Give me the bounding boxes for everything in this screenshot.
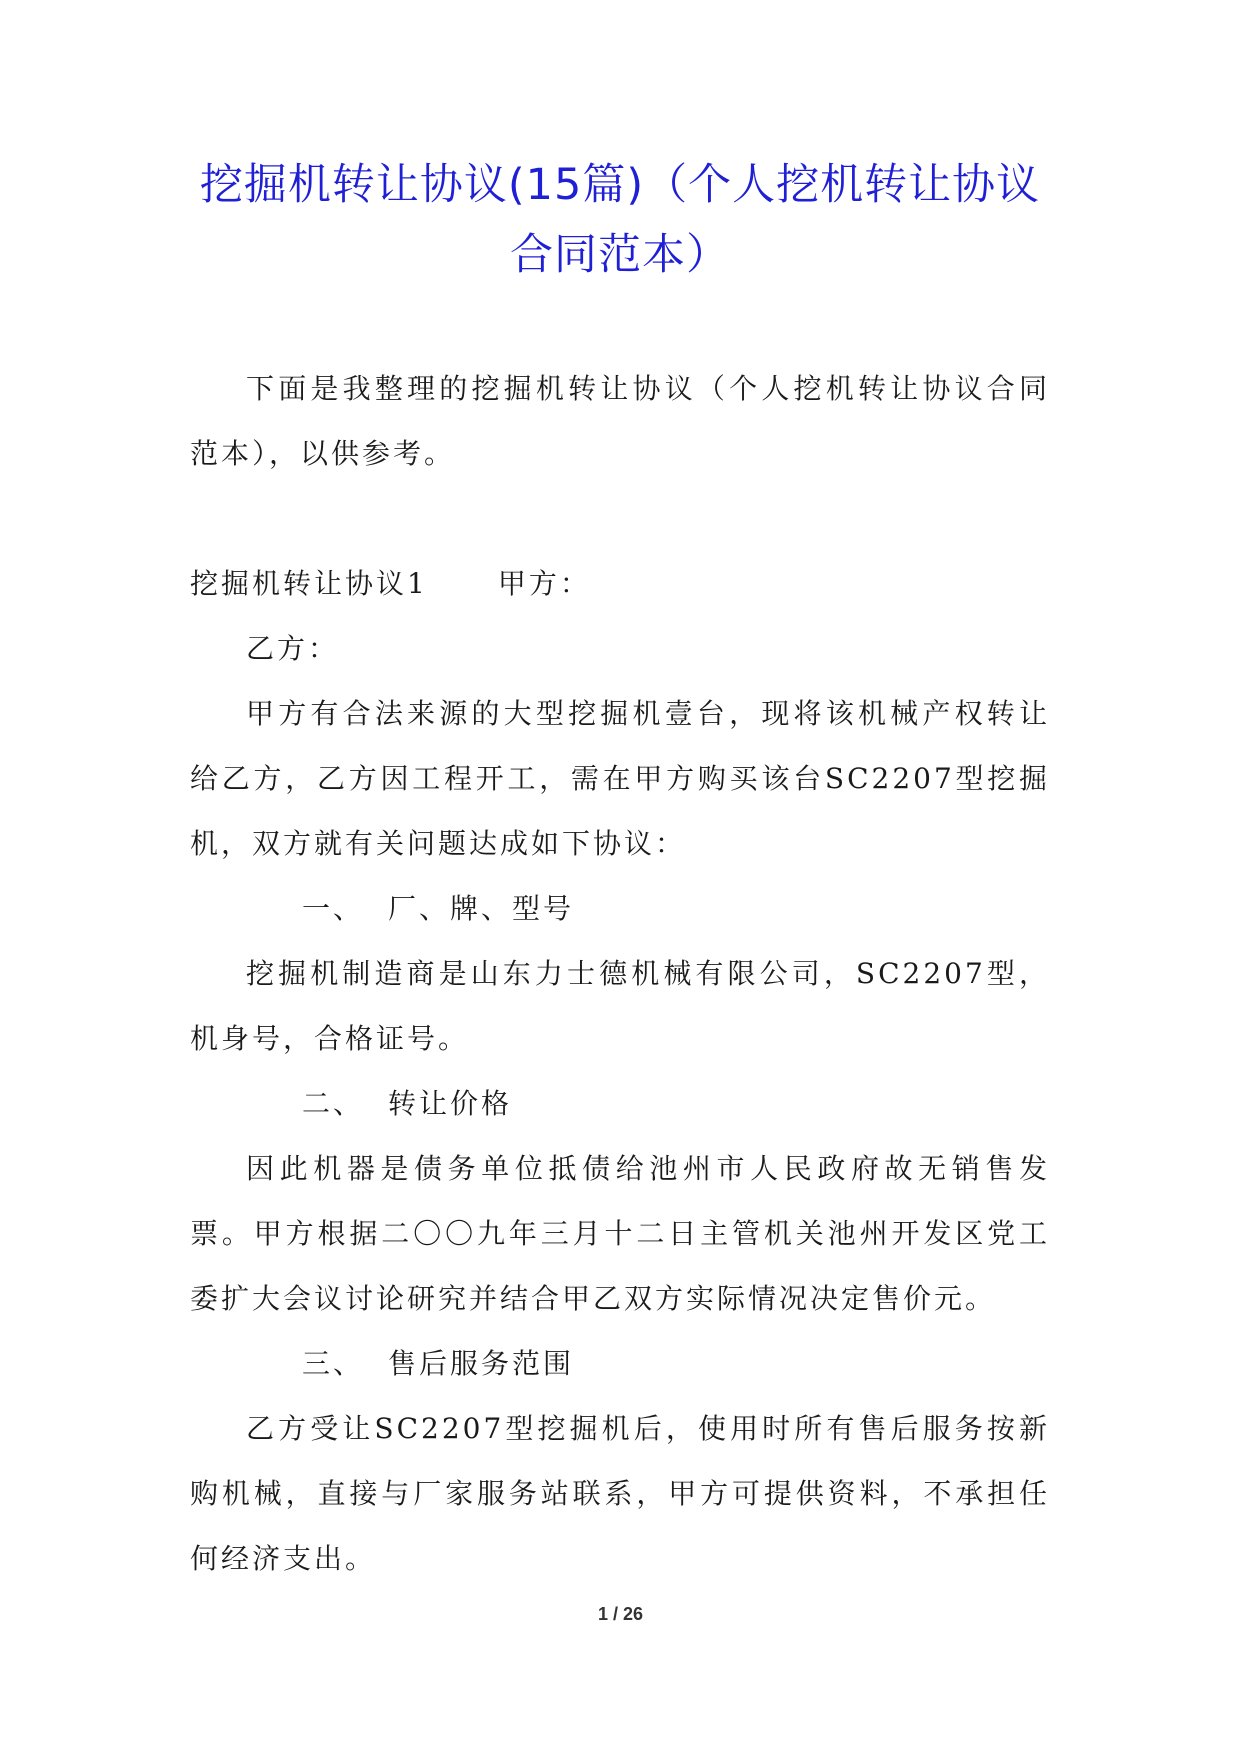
- section-title: 厂、牌、型号: [388, 892, 575, 925]
- section-title: 售后服务范围: [388, 1347, 575, 1380]
- section-heading: [190, 876, 1050, 941]
- document-body: [190, 356, 1050, 1591]
- section-number: 三、: [302, 1347, 365, 1380]
- agreement-heading-row: [190, 551, 1050, 616]
- spacer: [190, 486, 1050, 551]
- section-title: 转让价格: [388, 1087, 513, 1120]
- document-title: [150, 150, 1090, 290]
- page-number: 1 / 26: [597, 1604, 644, 1624]
- section-paragraph: 挖掘机制造商是山东力士德机械有限公司，SC2207型，机身号，合格证号。: [190, 957, 1050, 1055]
- section-heading: [190, 1071, 1050, 1136]
- section-heading: [190, 1331, 1050, 1396]
- title-line-1: 挖掘机转让协议(15篇)（个人挖机转让协议: [199, 160, 1041, 210]
- section-number: 二、: [302, 1087, 365, 1120]
- title-line-2: 合同范本）: [510, 230, 730, 280]
- intro-paragraph: 下面是我整理的挖掘机转让协议（个人挖机转让协议合同范本），以供参考。: [190, 372, 1050, 470]
- section-number: 一、: [302, 892, 365, 925]
- preamble-paragraph: 甲方有合法来源的大型挖掘机壹台，现将该机械产权转让给乙方，乙方因工程开工，需在甲方购买该台SC2207型挖掘机，双方就有关问题达成如下协议：: [190, 697, 1050, 860]
- section-paragraph: 因此机器是债务单位抵债给池州市人民政府故无销售发票。甲方根据二〇〇九年三月十二日主管机关池州开发区党工委扩大会议讨论研究并结合甲乙双方实际情况决定售价元。: [190, 1152, 1050, 1315]
- party-b-label: 乙方：: [246, 632, 340, 665]
- party-a-label: 甲方：: [497, 567, 591, 600]
- agreement-heading: 挖掘机转让协议1: [190, 567, 428, 600]
- section-paragraph: 乙方受让SC2207型挖掘机后，使用时所有售后服务按新购机械，直接与厂家服务站联系，甲方可提供资料，不承担任何经济支出。: [190, 1412, 1050, 1575]
